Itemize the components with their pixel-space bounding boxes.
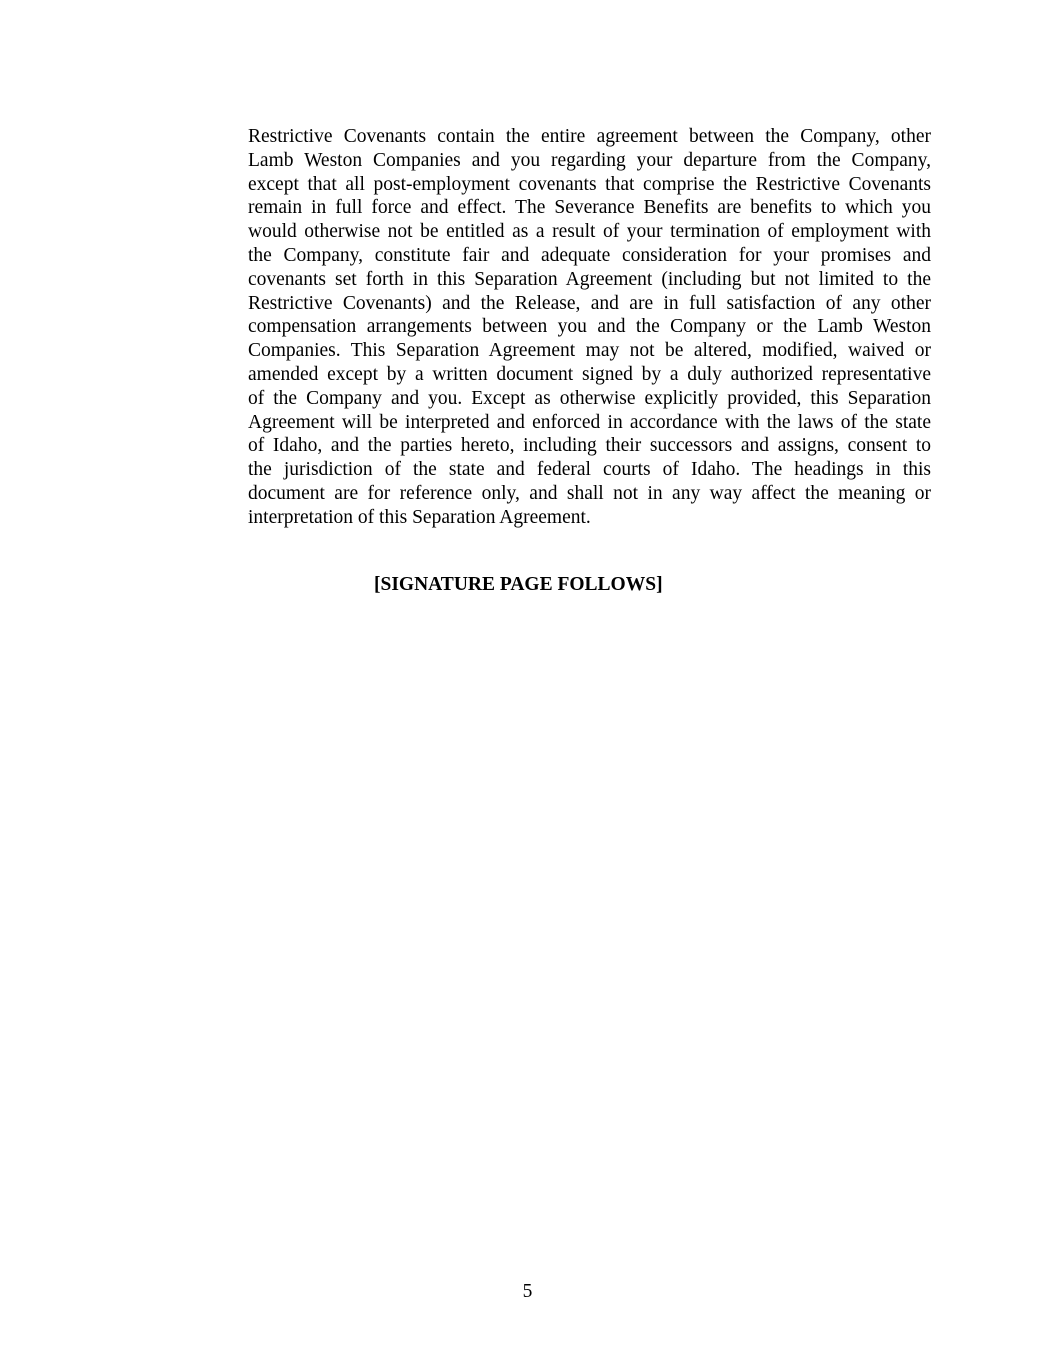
page-number: 5 xyxy=(522,1281,533,1302)
paragraph-line: Companies. This Separation Agreement may not be altered, modified, waived or xyxy=(248,340,931,362)
paragraph-line: document are for reference only, and shall not in any way affect the meaning or xyxy=(248,482,931,504)
paragraph-line: the jurisdiction of the state and federal courts of Idaho. The headings in this xyxy=(248,459,931,481)
paragraph-line: interpretation of this Separation Agreement. xyxy=(248,506,591,528)
signature-page-note: [SIGNATURE PAGE FOLLOWS] xyxy=(374,574,663,595)
paragraph-line: amended except by a written document signed by a duly authorized representative xyxy=(248,363,931,385)
paragraph-line: Lamb Weston Companies and you regarding your departure from the Company, xyxy=(248,149,931,171)
paragraph-line: covenants set forth in this Separation Agreement (including but not limited to the xyxy=(248,268,931,290)
paragraph-line: compensation arrangements between you and the Company or the Lamb Weston xyxy=(248,316,931,338)
paragraph-line: would otherwise not be entitled as a result of your termination of employment with xyxy=(248,221,931,243)
paragraph-line: of the Company and you. Except as otherwise explicitly provided, this Separation xyxy=(248,387,931,409)
paragraph-line: the Company, constitute fair and adequate consideration for your promises and xyxy=(248,244,931,266)
body-paragraph xyxy=(248,125,931,530)
paragraph-line: except that all post-employment covenants that comprise the Restrictive Covenants xyxy=(248,173,931,195)
paragraph-line: Agreement will be interpreted and enforced in accordance with the laws of the state xyxy=(248,411,931,433)
paragraph-line: of Idaho, and the parties hereto, including their successors and assigns, consent to xyxy=(248,435,931,457)
paragraph-line: Restrictive Covenants contain the entire agreement between the Company, other xyxy=(248,126,931,147)
paragraph-line: remain in full force and effect. The Severance Benefits are benefits to which you xyxy=(248,197,931,219)
paragraph-line: Restrictive Covenants) and the Release, and are in full satisfaction of any other xyxy=(248,292,931,314)
